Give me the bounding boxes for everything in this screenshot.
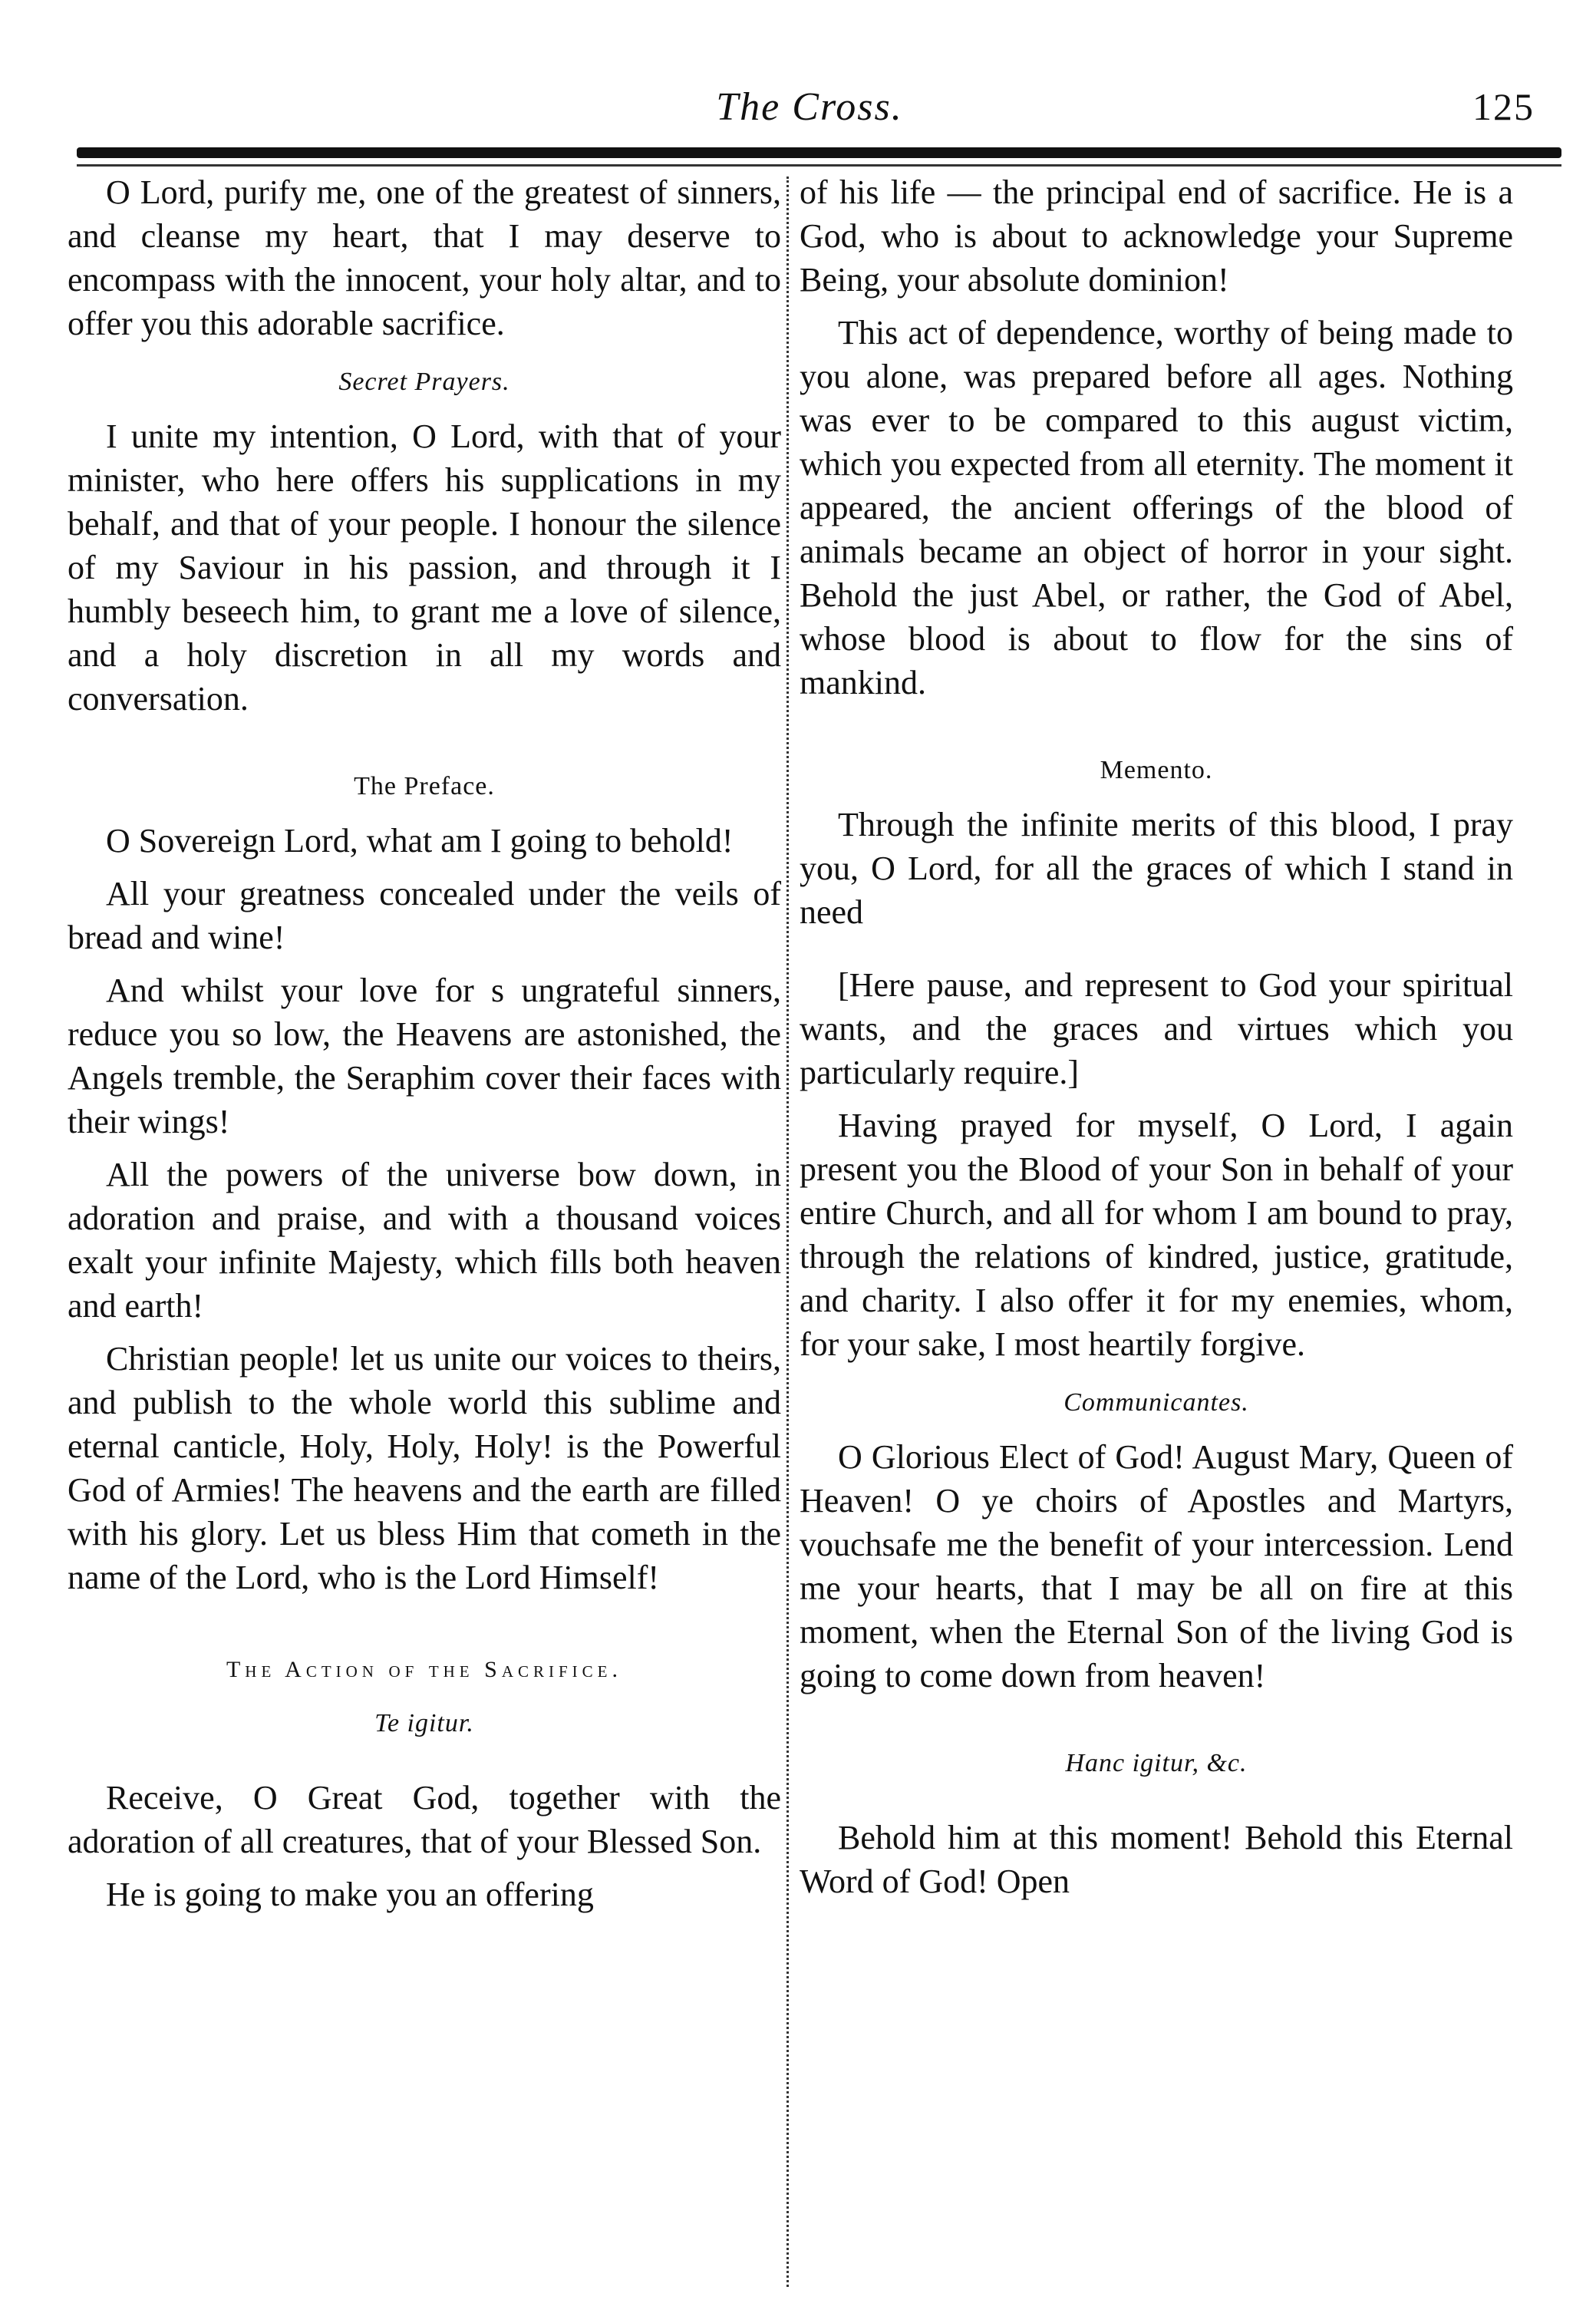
paragraph: I unite my intention, O Lord, with that of your minister, who here offers his supplications in my behalf, and that of your people. I honour the silence of my Saviour in his passion, and through it I humbly beseech him, to grant me a love of silence, and a holy discretion in all my words and conversation. (68, 417, 781, 718)
header-rule-thin (77, 164, 1561, 167)
paragraph: Receive, O Great God, together with the adoration of all creatures, that of your Blessed Son. (68, 1779, 781, 1860)
paragraph: O Lord, purify me, one of the greatest of sinners, and cleanse my heart, that I may deserve to encompass with the innocent, your holy altar, and to offer you this adorable sacrifice. (68, 173, 781, 342)
column-divider (786, 177, 789, 2287)
paragraph: Christian people! let us unite our voices to theirs, and publish to the whole world this sublime and eternal canticle, Holy, Holy, Holy! is the Powerful God of Armies! The heavens and the earth are filled with his glory. Let us bless Him that cometh in the name of the Lord, who is the Lord Himself! (68, 1340, 781, 1596)
paragraph: All the powers of the universe bow down, in adoration and praise, and with a thousand voices exalt your infinite Majesty, which fills both heaven and earth! (68, 1156, 781, 1325)
header-rule (77, 147, 1561, 158)
paragraph: O Glorious Elect of God! August Mary, Queen of Heaven! O ye choirs of Apostles and Martyrs, vouchsafe me the benefit of your intercession. Lend me your hearts, that I may be all on fire at this moment, when the Eternal Son of the living God is going to come down from heaven! (800, 1438, 1513, 1694)
paragraph: Behold him at this moment! Behold this Eternal Word of God! Open (800, 1819, 1513, 1900)
paragraph: of his life — the principal end of sacrifice. He is a God, who is about to acknowledge your Supreme Being, your absolute dominion! (800, 173, 1513, 299)
section-heading-communicantes: Communicantes. (1063, 1388, 1249, 1417)
paragraph: This act of dependence, worthy of being made to you alone, was prepared before all ages. Nothing was ever to be compared to this august victim, which you expected from all eternity. The moment it appeared, the ancient offerings of the blood of animals became an object of horror in your sight. Behold the just Abel, or rather, the God of Abel, whose blood is about to flow for the sins of mankind. (800, 314, 1513, 701)
paragraph: [Here pause, and represent to God your spiritual wants, and the graces and virtues which you particularly require.] (800, 966, 1513, 1091)
running-head (69, 84, 1550, 146)
paragraph: All your greatness concealed under the veils of bread and wine! (68, 875, 781, 956)
paragraph: He is going to make you an offering (106, 1876, 594, 1913)
paragraph: And whilst your love for s ungrateful sinners, reduce you so low, the Heavens are astonished, the Angels tremble, the Seraphim cover their faces with their wings! (68, 972, 781, 1140)
paragraph: Having prayed for myself, O Lord, I again present you the Blood of your Son in behalf of your entire Church, and all for whom I am bound to pray, through the relations of kindred, justice, gratitude, and charity. I also offer it for my enemies, whom, for your sake, I most heartily forgive. (800, 1107, 1513, 1363)
left-column (68, 170, 781, 1925)
paragraph: O Sovereign Lord, what am I going to behold! (106, 822, 734, 860)
section-heading-hanc-igitur: Hanc igitur, &c. (1065, 1749, 1248, 1777)
running-title: The Cross. (716, 85, 903, 129)
section-heading-memento: Memento. (1100, 756, 1213, 784)
section-heading-action: The Action of the Sacrifice. (226, 1657, 623, 1682)
right-column (800, 170, 1513, 1912)
paragraph: Through the infinite merits of this blood, I pray you, O Lord, for all the graces of which I stand in need (800, 806, 1513, 931)
page-number: 125 (1472, 85, 1535, 128)
section-heading-preface: The Preface. (354, 772, 495, 800)
section-heading-secret-prayers: Secret Prayers. (338, 368, 510, 396)
section-heading-te-igitur: Te igitur. (374, 1709, 474, 1737)
